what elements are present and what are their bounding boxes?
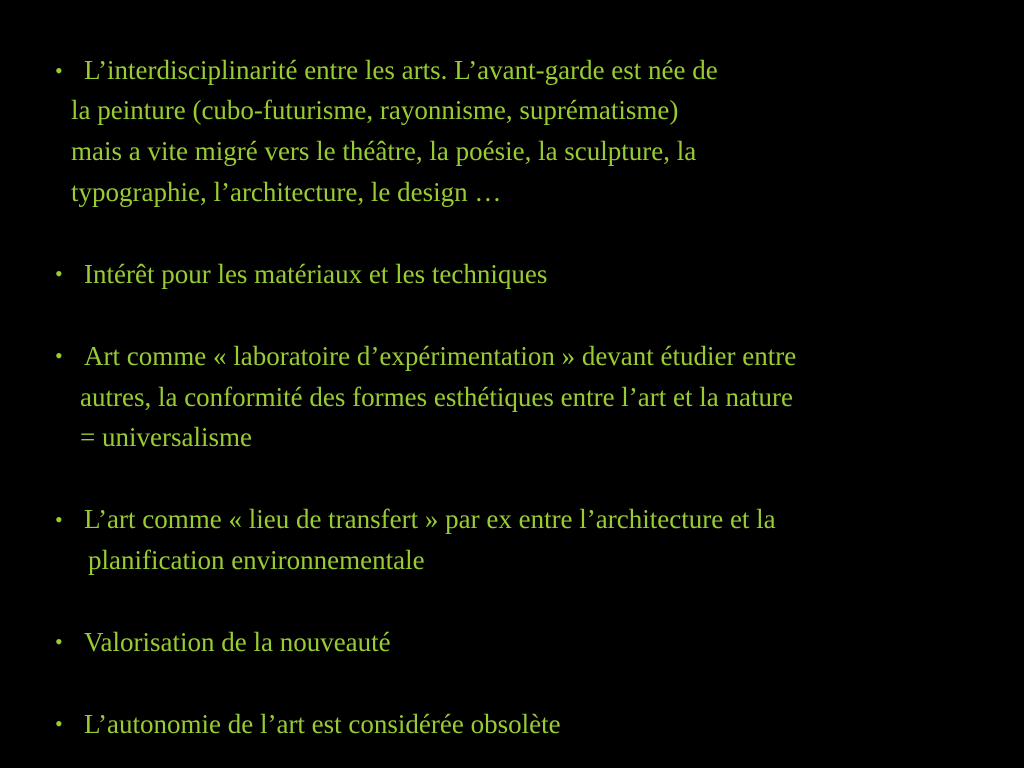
bullet-4-line-1: L’art comme « lieu de transfert » par ex entre l’architecture et la bbox=[84, 504, 776, 534]
bullet-marker-2: • bbox=[55, 261, 63, 286]
bullet-1-line-2: la peinture (cubo-futurisme, rayonnisme, suprématisme) bbox=[71, 95, 679, 125]
bullet-marker-5: • bbox=[55, 629, 63, 654]
bullet-1-line-4: typographie, l’architecture, le design … bbox=[71, 177, 502, 207]
bullet-2-line-1: Intérêt pour les matériaux et les techniques bbox=[84, 259, 548, 289]
bullet-3-line-1: Art comme « laboratoire d’expérimentation » devant étudier entre bbox=[84, 341, 797, 371]
bullet-marker-1: • bbox=[55, 58, 63, 83]
bullet-1-line-3: mais a vite migré vers le théâtre, la poésie, la sculpture, la bbox=[71, 136, 697, 166]
bullet-3-line-3: = universalisme bbox=[80, 422, 252, 452]
bullet-4-line-2: planification environnementale bbox=[88, 545, 425, 575]
bullet-6-line-1: L’autonomie de l’art est considérée obsolète bbox=[84, 709, 561, 739]
bullet-marker-4: • bbox=[55, 507, 63, 532]
bullet-5-line-1: Valorisation de la nouveauté bbox=[84, 627, 391, 657]
bullet-1-line-1: L’interdisciplinarité entre les arts. L’avant-garde est née de bbox=[84, 55, 718, 85]
bullet-3-line-2: autres, la conformité des formes esthétiques entre l’art et la nature bbox=[80, 382, 793, 412]
bullet-marker-6: • bbox=[55, 711, 63, 736]
bullet-marker-3: • bbox=[55, 343, 63, 368]
